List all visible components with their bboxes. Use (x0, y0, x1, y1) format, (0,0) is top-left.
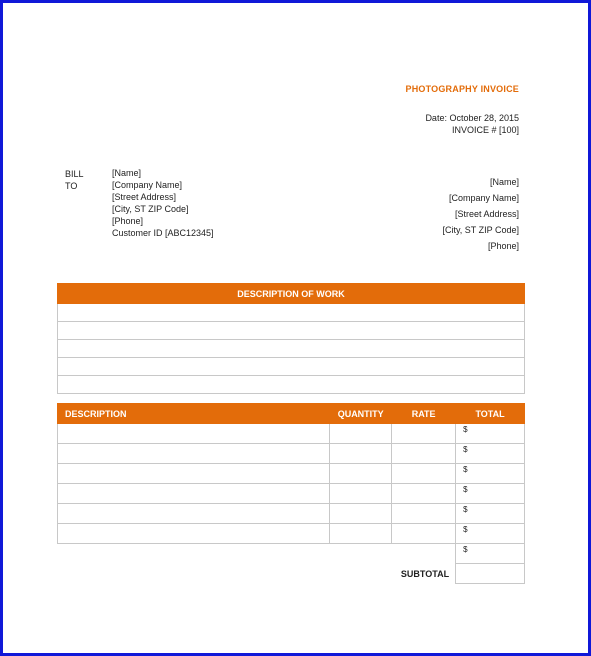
invoice-title: PHOTOGRAPHY INVOICE (405, 84, 519, 94)
sender-name: [Name] (489, 177, 519, 187)
subtotal-value-cell[interactable] (456, 564, 525, 584)
quantity-column-header: QUANTITY (330, 404, 392, 424)
rate-cell[interactable] (392, 504, 456, 524)
description-cell[interactable] (58, 444, 330, 464)
sender-city: [City, ST ZIP Code] (442, 225, 519, 235)
rate-cell[interactable] (392, 424, 456, 444)
rate-cell[interactable] (392, 484, 456, 504)
total-cell[interactable]: $ (456, 484, 525, 504)
invoice-number: INVOICE # [100] (451, 125, 519, 135)
total-cell[interactable]: $ (456, 524, 525, 544)
table-row (58, 544, 525, 564)
invoice-date: Date: October 28, 2015 (425, 113, 519, 123)
description-cell[interactable] (58, 524, 330, 544)
line-items-table (57, 403, 525, 584)
work-row[interactable] (58, 340, 525, 358)
total-column-header: TOTAL (456, 404, 525, 424)
description-cell[interactable] (58, 484, 330, 504)
bill-to-street: [Street Address] (112, 191, 177, 202)
total-cell[interactable]: $ (456, 504, 525, 524)
table-row (58, 464, 525, 484)
total-cell[interactable]: $ (456, 464, 525, 484)
quantity-cell[interactable] (330, 464, 392, 484)
total-cell[interactable]: $ (456, 544, 525, 564)
sender-address (442, 174, 519, 254)
bill-to-customer-id: Customer ID [ABC12345] (112, 227, 214, 238)
bill-label-line: BILL (65, 169, 84, 179)
description-of-work-header: DESCRIPTION OF WORK (58, 284, 525, 304)
rate-cell[interactable] (392, 524, 456, 544)
table-row (58, 504, 525, 524)
description-of-work-table (57, 283, 525, 394)
total-cell[interactable]: $ (456, 444, 525, 464)
quantity-cell[interactable] (330, 484, 392, 504)
bill-to-label (65, 168, 84, 192)
bill-to-city: [City, ST ZIP Code] (112, 203, 189, 214)
bill-to-phone: [Phone] (112, 215, 144, 226)
sender-street: [Street Address] (454, 209, 519, 219)
work-row[interactable] (58, 376, 525, 394)
quantity-cell[interactable] (330, 444, 392, 464)
table-row (58, 444, 525, 464)
bill-to-name: [Name] (112, 168, 142, 178)
table-row (58, 424, 525, 444)
bill-to-company: [Company Name] (112, 179, 183, 190)
work-row[interactable] (58, 322, 525, 340)
work-row[interactable] (58, 358, 525, 376)
table-row (58, 484, 525, 504)
to-label-line: TO (65, 181, 78, 191)
quantity-cell[interactable] (330, 524, 392, 544)
table-row (58, 524, 525, 544)
quantity-cell[interactable] (330, 504, 392, 524)
total-cell[interactable]: $ (456, 424, 525, 444)
sender-company: [Company Name] (448, 193, 519, 203)
bill-to-address (112, 168, 214, 239)
quantity-cell[interactable] (330, 424, 392, 444)
description-column-header: DESCRIPTION (58, 404, 330, 424)
subtotal-row (58, 564, 525, 584)
description-cell[interactable] (58, 464, 330, 484)
rate-cell[interactable] (392, 444, 456, 464)
subtotal-label: SUBTOTAL (400, 568, 450, 579)
rate-column-header: RATE (392, 404, 456, 424)
description-cell[interactable] (58, 504, 330, 524)
work-row[interactable] (58, 304, 525, 322)
rate-cell[interactable] (392, 464, 456, 484)
description-cell[interactable] (58, 424, 330, 444)
sender-phone: [Phone] (487, 241, 519, 251)
